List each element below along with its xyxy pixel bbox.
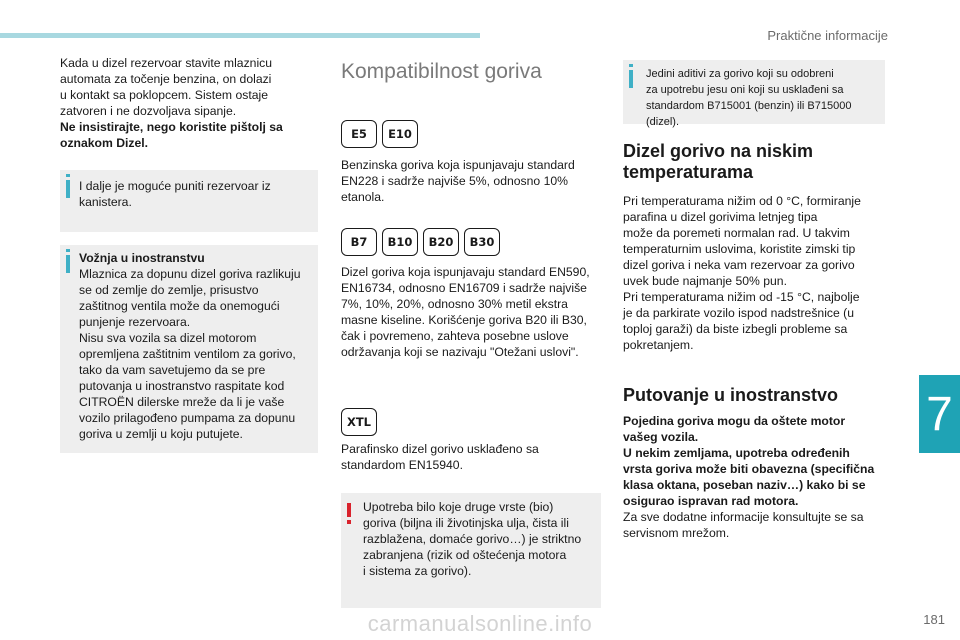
chapter-tab — [919, 375, 960, 453]
page-number: 181 — [923, 612, 945, 627]
fuel-label-e10-icon: E10 — [382, 120, 418, 148]
intro-text: Kada u dizel rezervoar stavite mlaznicu automata za točenje benzina, on dolazi u kontakt sa poklopcem. Sistem ostaje zatvoren i ne dozvoljava sipanje. — [60, 56, 273, 118]
fuel-label-b20-icon: B20 — [423, 228, 459, 256]
low-temp-text: Pri temperaturama nižim od 0 °C, formiranje parafina u dizel gorivima letnjeg tipa može da poremeti normalan rad. U takvim temperaturnim uslovima, koristite zimski tip dizel goriva i neka vam rezervoar za gorivo uvek bude najmanje 50% pun. Pri temperaturama nižim od -15 °C, najbolje je da parkirate vozilo ispod nadstrešnice (u toploj garaži) da biste izbegli probleme sa pokretanjem. — [623, 194, 861, 352]
fuel-label-b7-icon: B7 — [341, 228, 377, 256]
fuel-label-b10-icon: B10 — [382, 228, 418, 256]
info-icon — [629, 70, 633, 88]
additive-note-text: Jedini aditivi za gorivo koji su odobreni za upotrebu jesu oni koji su usklađeni sa standardom B715001 (benzin) ili B715000 (dizel). — [646, 68, 852, 128]
abroad-section — [623, 413, 885, 541]
diesel-text: Dizel goriva koja ispunjavaju standard EN590, EN16734, odnosno EN16709 i sadrže najviše 7%, 10%, 20%, odnosno 30% metil ekstra masne kiseline. Korišćenje goriva B20 ili B30, čak i povremeno, zahteva posebne uslove održavanja koji se nazivaju "Otežani uslovi". — [341, 265, 590, 359]
page-heading: Kompatibilnost goriva — [341, 60, 542, 83]
abroad-bold-text: Pojedina goriva mogu da oštete motor vašeg vozila. U nekim zemljama, upotreba određenih vrsta goriva može biti obavezna (specifična klasa oktana, poseban naziv…) kako bi se osigurao ispravan rad motora. — [623, 414, 875, 508]
fuel-label-e5-icon: E5 — [341, 120, 377, 148]
fuel-label-xtl-icon: XTL — [341, 408, 377, 436]
abroad-heading: Putovanje u inostranstvo — [623, 385, 839, 405]
info-note-canister — [60, 170, 318, 232]
abroad-text: Za sve dodatne informacije konsultujte se sa servisnom mrežom. — [623, 510, 864, 540]
left-column — [60, 55, 320, 151]
fuel-label-b30-icon: B30 — [464, 228, 500, 256]
diesel-labels — [341, 228, 500, 256]
xtl-text: Parafinsko dizel gorivo usklađeno sa standardom EN15940. — [341, 442, 539, 472]
section-title: Praktične informacije — [767, 28, 888, 43]
low-temp-heading: Dizel gorivo na niskim temperaturama — [623, 141, 814, 182]
warning-text: Upotreba bilo koje druge vrste (bio) goriva (biljna ili životinjska ulja, čista ili razblažena, domaće gorivo…) je striktno zabranjena (rizik od oštećenja motora i sistema za gorivo). — [363, 500, 582, 578]
petrol-labels — [341, 120, 418, 148]
intro-bold-text: Ne insistirajte, nego koristite pištolj sa oznakom Dizel. — [60, 120, 283, 150]
info-note-abroad — [60, 245, 318, 453]
additive-note — [623, 60, 885, 128]
info-icon — [66, 255, 70, 273]
info-note-text: I dalje je moguće puniti rezervoar iz kanistera. — [79, 179, 271, 209]
warning-icon — [347, 503, 351, 517]
info-note-title: Vožnja u inostranstvu — [79, 251, 205, 265]
watermark: carmanualsonline.info — [367, 611, 593, 636]
xtl-labels — [341, 408, 377, 436]
info-note-text: Mlaznica za dopunu dizel goriva razlikuju se od zemlje do zemlje, prisustvo zaštitnog ventila može da onemogući punjenje rezervoara. Nisu sva vozila sa dizel motorom opremljena zaštitnim ventilom za gorivo, tako da vam savetujemo da se pre putovanja u inostranstvo raspitate kod CITROËN dilerske mreže da li je vaše vozilo prilagođeno pumpama za dopunu goriva u zemlji u koju putujete. — [79, 267, 301, 441]
info-icon — [66, 180, 70, 198]
warning-note — [341, 493, 601, 608]
chapter-number: 7 — [926, 388, 953, 441]
petrol-text: Benzinska goriva koja ispunjavaju standard EN228 i sadrže najviše 5%, odnosno 10% etanola. — [341, 158, 575, 204]
header-accent-bar — [0, 33, 480, 38]
